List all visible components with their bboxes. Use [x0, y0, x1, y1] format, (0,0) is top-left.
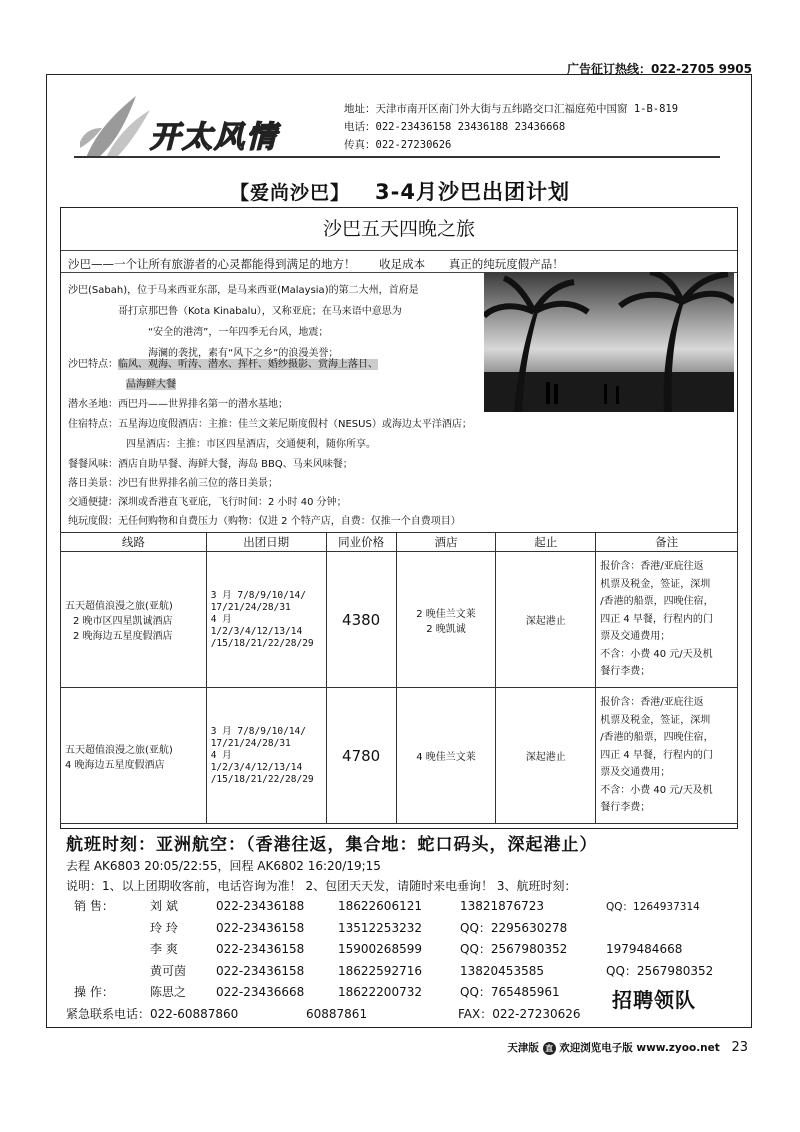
emergency-phone: 紧急联系电话：022-60887860	[66, 1007, 239, 1021]
recruit-banner: 招聘领队	[612, 988, 696, 1012]
table-row	[61, 552, 738, 688]
dates-cell	[206, 688, 326, 824]
staff-tel: 022-23436158	[216, 964, 305, 978]
sales-label: 销 售：	[74, 899, 114, 913]
departure-cell: 深起港止	[496, 552, 596, 688]
note-line: 餐行李费；	[600, 802, 651, 814]
staff-row	[150, 962, 713, 979]
flight-notes: 说明：1、以上团期收客前，电话咨询为准！ 2、包团天天发，请随时来电垂询！ 3、航班时刻：	[66, 879, 577, 893]
divider	[61, 250, 737, 251]
staff-mobile: 18622200732	[338, 985, 422, 999]
feature-line	[68, 358, 378, 372]
ad-hotline: 广告征订热线：022-2705 9905	[566, 62, 752, 76]
hotel-cell	[396, 552, 496, 688]
staff-name: 刘 斌	[150, 899, 178, 913]
footer-edition: 天津版	[507, 1042, 539, 1054]
staff-mobile: 18622592716	[338, 964, 422, 978]
staff-qq: QQ：1264937314	[606, 901, 700, 913]
col-header: 线路	[61, 533, 207, 552]
date-line: 4 月	[210, 749, 232, 761]
route-cell	[61, 552, 207, 688]
slogan-main: 沙巴——一个让所有旅游者的心灵都能得到满足的地方！	[68, 257, 356, 271]
staff-extra: QQ：2295630278	[460, 921, 568, 935]
slogan-cost: 收足成本	[379, 257, 426, 271]
staff-tel: 022-23436158	[216, 942, 305, 956]
page-headline	[0, 176, 800, 206]
feature-stay-four-star: 四星酒店：主推：市区四星酒店，交通便利，随你所享。	[126, 439, 376, 450]
slogan-line	[68, 256, 584, 272]
intro-line: 沙巴(Sabah)，位于马来西亚东部，是马来西亚(Malaysia)的第二大州，首府是	[68, 285, 419, 296]
feature-stay-five-star: 住宿特点：五星海边度假酒店：主推：佳兰文莱尼斯度假村（NESUS）或海边太平洋酒店；	[68, 419, 472, 430]
hotel-cell	[396, 688, 496, 824]
emergency-fax: FAX：022-27230626	[458, 1007, 581, 1021]
footer-badge-icon: 直	[543, 1042, 556, 1055]
note-cell	[596, 552, 738, 688]
flight-heading: 航班时刻：亚洲航空：（香港往返，集合地：蛇口码头，深起港止）	[66, 835, 598, 855]
staff-tel: 022-23436668	[216, 985, 305, 999]
contact-block	[344, 100, 678, 154]
features-label: 沙巴特点：	[68, 359, 118, 370]
route-line: 2 晚海边五星度假酒店	[73, 631, 173, 642]
route-table	[60, 532, 738, 824]
note-line: /香港的船票，四晚住宿，	[600, 732, 714, 744]
feature-pure: 纯玩度假：无任何购物和自费压力（购物：仅进 2 个特产店，自费：仅推一个自费项目）	[68, 516, 461, 527]
note-line: 不含：小费 40 元/天及机	[600, 784, 713, 796]
departure-cell: 深起港止	[496, 688, 596, 824]
contact-fax: 传真：022-27230626	[344, 139, 452, 151]
staff-extra: 13820453585	[460, 964, 544, 978]
col-header: 备注	[596, 533, 738, 552]
dates-cell	[206, 552, 326, 688]
trip-title: 沙巴五天四晚之旅	[322, 218, 475, 240]
note-line: 四正 4 早餐，行程内的门	[600, 749, 713, 761]
staff-name: 玲 玲	[150, 921, 178, 935]
date-line: 17/21/24/28/31	[210, 737, 291, 749]
staff-tel: 022-23436158	[216, 921, 305, 935]
note-line: 票及交通费用；	[600, 767, 671, 779]
note-line: 票及交通费用；	[600, 631, 671, 643]
intro-line: 海澜的袭扰，素有“风下之乡”的浪漫美誉；	[148, 348, 339, 359]
page-footer	[507, 1040, 748, 1055]
staff-mobile: 13512253232	[338, 921, 422, 935]
note-line: /香港的船票，四晚住宿，	[600, 596, 714, 608]
contact-phone: 电话：022-23436158 23436188 23436668	[344, 121, 566, 133]
headline-brand: 【爱尚沙巴】	[230, 182, 351, 204]
feature-traffic: 交通便捷：深圳或香港直飞亚庇，飞行时间：2 小时 40 分钟；	[68, 497, 347, 508]
route-line: 2 晚市区四星凯诚酒店	[73, 616, 173, 627]
feature-dive: 潜水圣地：西巴丹——世界排名第一的潜水基地；	[68, 399, 288, 410]
page-number: 23	[731, 1040, 748, 1055]
date-line: 3 月 7/8/9/10/14/	[210, 589, 306, 601]
intro-line: “安全的港湾”，一年四季无台风，地震；	[148, 327, 329, 338]
feature-sunset: 落日美景：沙巴有世界排名前三位的落日美景；	[68, 478, 278, 489]
flight-times: 去程 AK6803 20:05/22:55，回程 AK6802 16:20/19;15	[66, 859, 381, 873]
emergency-alt: 60887861	[306, 1007, 368, 1021]
hotel-line: 4 晚佳兰文莱	[416, 752, 476, 763]
staff-extra: QQ：2567980352	[460, 942, 568, 956]
staff-mobile: 15900268599	[338, 942, 422, 956]
slogan-pure: 真正的纯玩度假产品！	[448, 257, 564, 271]
staff-row	[150, 919, 567, 936]
date-line: 1/2/3/4/12/13/14	[210, 761, 303, 773]
hotel-line: 2 晚凯诚	[426, 623, 466, 635]
ops-label: 操 作：	[74, 985, 114, 999]
date-line: /15/18/21/22/28/29	[210, 773, 314, 785]
staff-mobile: 18622606121	[338, 899, 422, 913]
staff-row	[150, 897, 700, 914]
note-line: 不含：小费 40 元/天及机	[600, 648, 713, 660]
emergency-row	[66, 1005, 581, 1022]
note-line: 报价含：香港/亚庇往返	[600, 697, 704, 709]
feature-food: 餐餐风味：酒店自助早餐、海鲜大餐，海岛 BBQ、马来风味餐；	[68, 459, 353, 470]
staff-extra: 13821876723	[460, 899, 544, 913]
staff-row	[150, 983, 560, 1000]
staff-name: 黄可茵	[150, 964, 187, 978]
route-line: 五天超值浪漫之旅(亚航)	[65, 744, 173, 756]
date-line: 4 月	[210, 613, 232, 625]
date-line: /15/18/21/22/28/29	[210, 637, 314, 649]
table-header-row	[61, 533, 738, 552]
headline-title: 3-4月沙巴出团计划	[375, 180, 570, 204]
staff-name: 陈思之	[150, 985, 187, 999]
features-line2: 品海鲜大餐	[126, 379, 176, 390]
sabah-intro	[68, 280, 478, 364]
date-line: 1/2/3/4/12/13/14	[210, 625, 303, 637]
note-cell	[596, 688, 738, 824]
note-line: 四正 4 早餐，行程内的门	[600, 613, 713, 625]
feature-line	[126, 378, 176, 392]
route-cell	[61, 688, 207, 824]
price-cell: 4380	[326, 552, 396, 688]
hotel-line: 2 晚佳兰文莱	[416, 608, 476, 620]
footer-text: 欢迎浏览电子版 www.zyoo.net	[559, 1042, 720, 1054]
note-line: 餐行李费；	[600, 666, 651, 678]
staff-name: 李 爽	[150, 942, 178, 956]
features-line1: 临风、观海、听涛、潜水、挥杆、婚纱摄影、赏海上落日、	[118, 359, 378, 370]
date-line: 17/21/24/28/31	[210, 601, 291, 613]
note-line: 机票及税金，签证，深圳	[600, 578, 711, 590]
header-rule	[74, 156, 720, 158]
staff-qq: QQ：2567980352	[606, 964, 714, 978]
date-line: 3 月 7/8/9/10/14/	[210, 725, 306, 737]
beach-sunset-photo	[484, 272, 734, 412]
contact-address: 地址：天津市南开区南门外大街与五纬路交口汇福庭苑中国窗 1-B-819	[344, 103, 679, 115]
route-line: 五天超值浪漫之旅(亚航)	[65, 601, 173, 612]
col-header: 起止	[496, 533, 596, 552]
col-header: 同业价格	[326, 533, 396, 552]
note-line: 报价含：香港/亚庇往返	[600, 561, 704, 573]
col-header: 酒店	[396, 533, 496, 552]
staff-extra: QQ：765485961	[460, 985, 560, 999]
col-header: 出团日期	[206, 533, 326, 552]
logo-text: 开太风情	[150, 120, 278, 155]
staff-qq: 1979484668	[606, 942, 683, 956]
intro-line: 哥打京那巴鲁（Kota Kinabalu），又称亚庇；在马来语中意思为	[118, 306, 402, 317]
staff-tel: 022-23436188	[216, 899, 305, 913]
staff-row	[150, 940, 682, 957]
table-row	[61, 688, 738, 824]
route-line: 4 晚海边五星度假酒店	[65, 759, 165, 771]
price-cell: 4780	[326, 688, 396, 824]
note-line: 机票及税金，签证，深圳	[600, 714, 711, 726]
